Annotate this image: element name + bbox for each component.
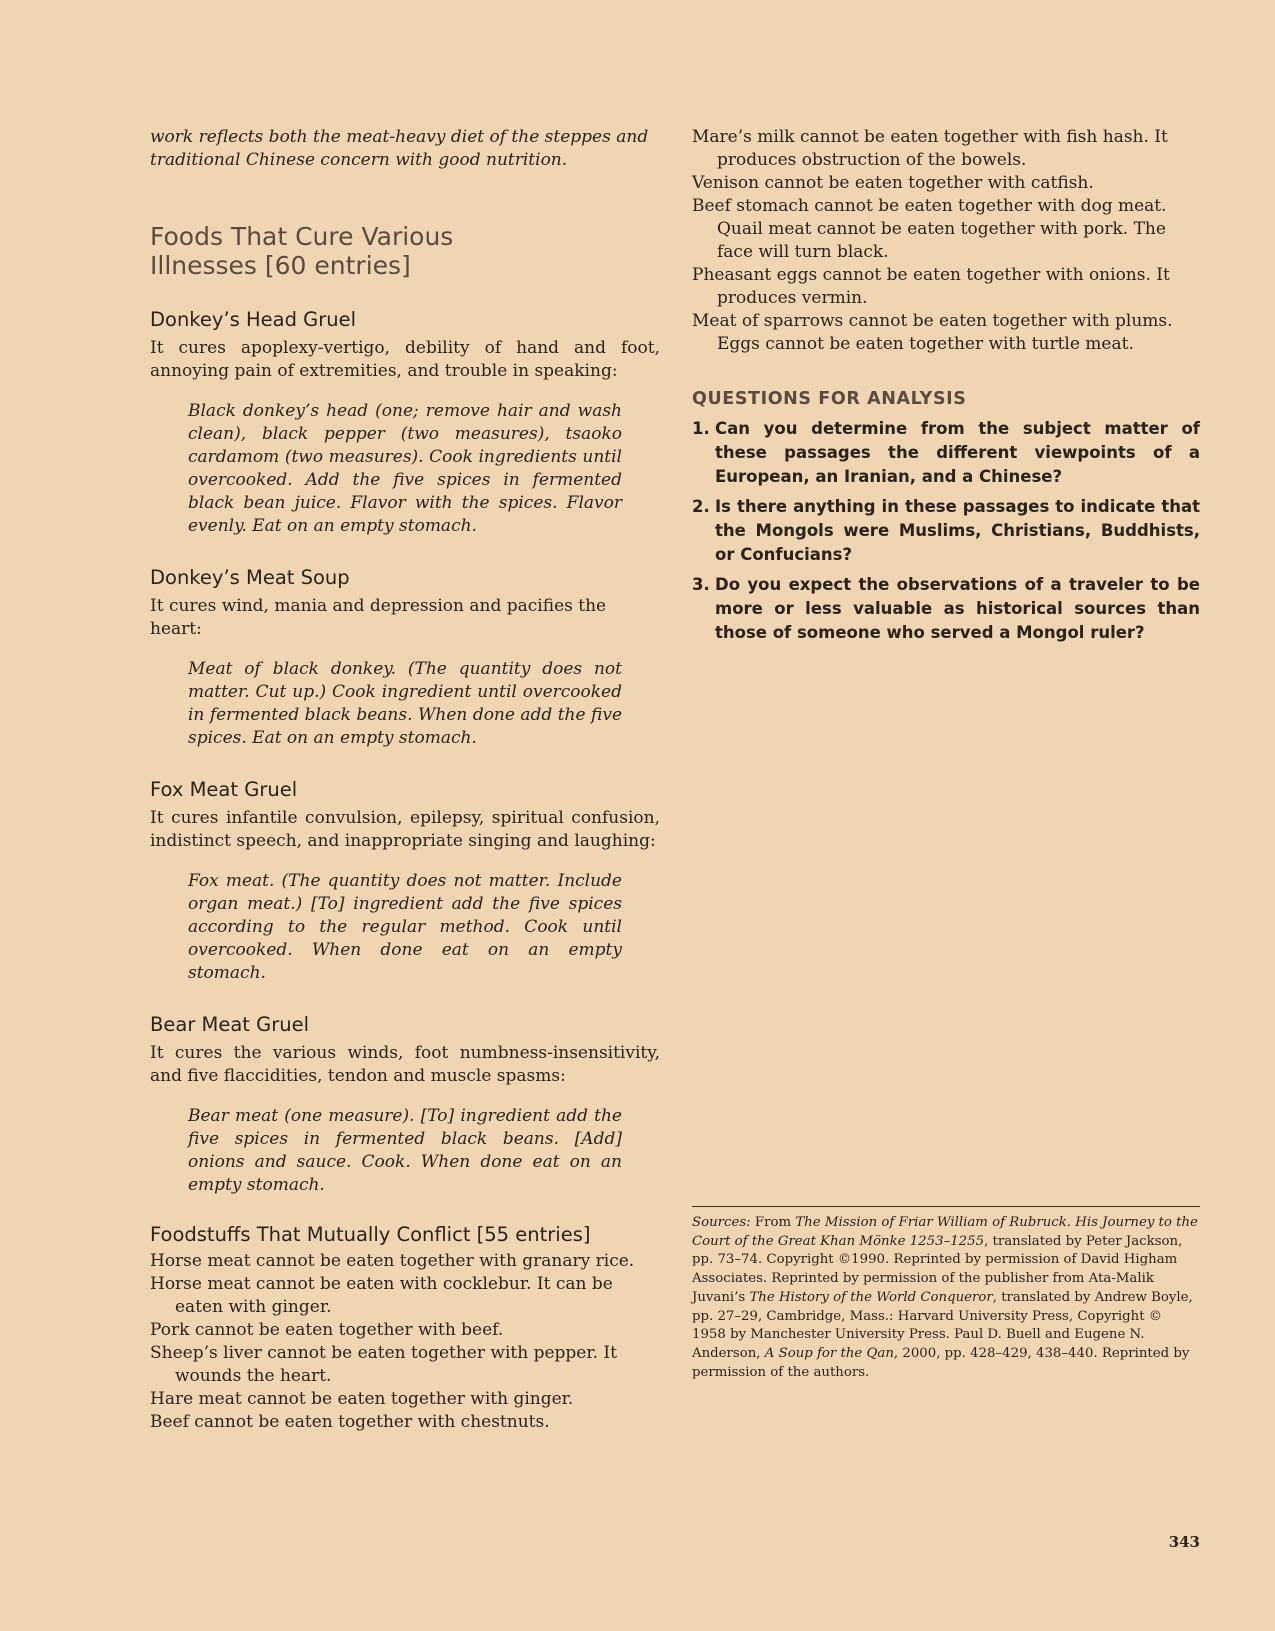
source-book-title: A Soup for the Qan [764,1345,894,1361]
recipe-title: Donkey’s Head Gruel [150,308,357,331]
recipe-instructions: Bear meat (one measure). [To] ingredient add the five spices in fermented black beans. [Add] onions and sauce. Cook. When done eat on an empty stomach. [188,1106,622,1195]
recipe-cures: It cures apoplexy-vertigo, debility of hand and foot, annoying pain of extremities, and trouble in speaking: [150,338,660,381]
source-book-title: The History of the World Conqueror [749,1289,993,1305]
question-item [692,417,1200,489]
recipe-title: Donkey’s Meat Soup [150,566,350,589]
recipe-cures: It cures the various winds, foot numbness-insensitivity, and five flaccidities, tendon and muscle spasms: [150,1043,660,1086]
left-column [150,126,660,1434]
recipe-instructions: Meat of black donkey. (The quantity does not matter. Cut up.) Cook ingredient until overcooked in fermented black beans. When done add the five spices. Eat on an empty stomach. [188,659,622,748]
recipe-instructions: Black donkey’s head (one; remove hair and wash clean), black pepper (two measures), tsaoko cardamom (two measures). Cook ingredients until overcooked. Add the five spices in fermented black bean juice. Flavor with the spices. Flavor evenly. Eat on an empty stomach. [188,401,622,536]
conflict-item: Pork cannot be eaten together with beef. [150,1320,504,1340]
section-title-line1: Foods That Cure Various [150,222,454,251]
conflict-list-right [692,126,1200,356]
recipe-title: Bear Meat Gruel [150,1013,310,1036]
question-number: 3. [692,575,710,594]
conflict-item: Pheasant eggs cannot be eaten together with onions. It produces vermin. [692,265,1170,308]
question-number: 1. [692,419,710,438]
questions-list [692,417,1200,645]
section-title-line2: Illnesses [60 entries] [150,251,411,280]
sources-from: From [750,1215,796,1230]
source-text: , translated by Andrew Boyle, pp. 27–29, Cambridge, Mass.: Harvard University Press, Copyright © 1958 by Manchester University Press. Paul D. Buell and Eugene N. Anderson, [692,1289,1193,1361]
recipe-fox-gruel [150,778,660,985]
conflict-item: Beef stomach cannot be eaten together with dog meat. Quail meat cannot be eaten together with pork. The face will turn black. [692,196,1167,262]
source-text: , translated by Peter Jackson, pp. 73–74. Copyright ©1990. Reprinted by permission of David Higham Associates. Reprinted by permission of the publisher from Ata-Malik Juvani’s [692,1233,1183,1305]
source-book-title: The Mission of Friar William of Rubruck. His Journey to the Court of the Great Khan Mönke 1253–1255 [692,1215,1198,1249]
question-item [692,573,1200,645]
conflict-item: Horse meat cannot be eaten with cocklebur. It can be eaten with ginger. [150,1274,613,1317]
recipe-donkey-soup [150,566,660,750]
question-item [692,495,1200,567]
section-title [150,222,660,280]
conflict-item: Hare meat cannot be eaten together with ginger. [150,1389,574,1409]
recipe-instructions: Fox meat. (The quantity does not matter. Include organ meat.) [To] ingredient add the five spices according to the regular method. Cook until overcooked. When done eat on an empty stomach. [188,871,622,983]
question-text: Do you expect the observations of a traveler to be more or less valuable as historical sources than those of someone who served a Mongol ruler? [715,575,1200,642]
questions-title: QUESTIONS FOR ANALYSIS [692,389,967,409]
recipe-title: Fox Meat Gruel [150,778,298,801]
right-column [692,126,1200,651]
recipe-cures: It cures infantile convulsion, epilepsy, spiritual confusion, indistinct speech, and inappropriate singing and laughing: [150,808,660,851]
conflict-title: Foodstuffs That Mutually Conflict [55 entries] [150,1223,591,1246]
question-number: 2. [692,497,710,516]
conflict-item: Venison cannot be eaten together with catfish. [692,173,1094,193]
conflict-list-left [150,1250,660,1434]
conflict-item: Horse meat cannot be eaten together with granary rice. [150,1251,635,1271]
page-number: 343 [1168,1533,1200,1551]
sources-label: Sources: [692,1215,751,1230]
question-text: Is there anything in these passages to indicate that the Mongols were Muslims, Christians, Buddhists, or Confucians? [715,497,1200,564]
conflict-item: Mare’s milk cannot be eaten together with fish hash. It produces obstruction of the bowels. [692,127,1168,170]
source-text: , 2000, pp. 428–429, 438–440. Reprinted by permission of the authors. [692,1345,1190,1380]
recipe-donkey-head [150,308,660,538]
recipe-bear-gruel [150,1013,660,1197]
question-text: Can you determine from the subject matter of these passages the different viewpoints of a European, an Iranian, and a Chinese? [715,419,1200,486]
conflict-item: Sheep’s liver cannot be eaten together with pepper. It wounds the heart. [150,1343,617,1386]
intro-text: work reflects both the meat-heavy diet of the steppes and traditional Chinese concern with good nutrition. [150,127,649,170]
sources-note [692,1206,1200,1382]
conflict-item: Beef cannot be eaten together with chestnuts. [150,1412,550,1432]
conflict-item: Meat of sparrows cannot be eaten together with plums. Eggs cannot be eaten together with turtle meat. [692,311,1173,354]
recipe-cures: It cures wind, mania and depression and pacifies the heart: [150,596,607,639]
